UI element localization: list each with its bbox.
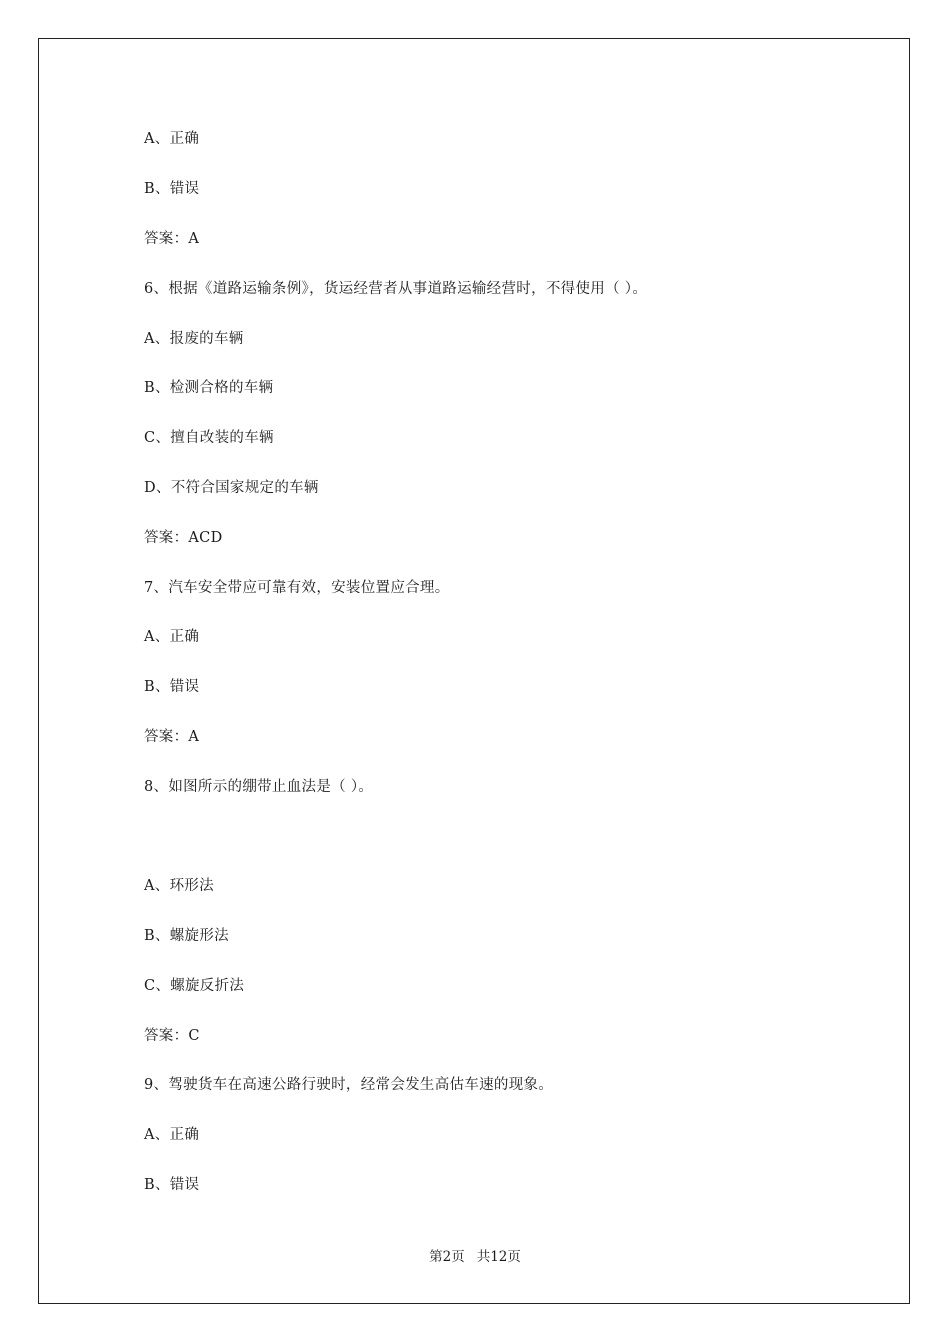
q7-option-b: B、错误	[144, 679, 200, 695]
q8-option-c: C、螺旋反折法	[144, 978, 245, 994]
q6-question: 6、根据《道路运输条例》，货运经营者从事道路运输经营时，不得使用（ ）。	[144, 281, 648, 297]
q7-answer: 答案：A	[144, 729, 200, 745]
page-total: 共12页	[476, 1249, 521, 1265]
q8-figure-placeholder	[144, 818, 744, 858]
q5-option-a: A、正确	[144, 131, 200, 147]
q5-answer: 答案：A	[144, 231, 200, 247]
q8-question: 8、如图所示的绷带止血法是（ ）。	[144, 779, 374, 795]
q7-option-a: A、正确	[144, 629, 200, 645]
page-footer	[0, 1248, 950, 1266]
q8-answer: 答案：C	[144, 1028, 200, 1044]
q5-option-b: B、错误	[144, 181, 200, 197]
q6-option-d: D、不符合国家规定的车辆	[144, 480, 319, 496]
q7-question: 7、汽车安全带应可靠有效，安装位置应合理。	[144, 580, 450, 596]
q8-option-b: B、螺旋形法	[144, 928, 229, 944]
q9-option-a: A、正确	[144, 1127, 200, 1143]
q6-option-b: B、检测合格的车辆	[144, 380, 274, 396]
q9-question: 9、驾驶货车在高速公路行驶时，经常会发生高估车速的现象。	[144, 1077, 554, 1093]
q8-option-a: A、环形法	[144, 878, 214, 894]
q9-option-b: B、错误	[144, 1177, 200, 1193]
q6-option-a: A、报废的车辆	[144, 331, 244, 347]
q6-answer: 答案：ACD	[144, 530, 223, 546]
q6-option-c: C、擅自改装的车辆	[144, 430, 274, 446]
page-border	[38, 38, 910, 1304]
page-number: 第2页	[429, 1249, 465, 1265]
